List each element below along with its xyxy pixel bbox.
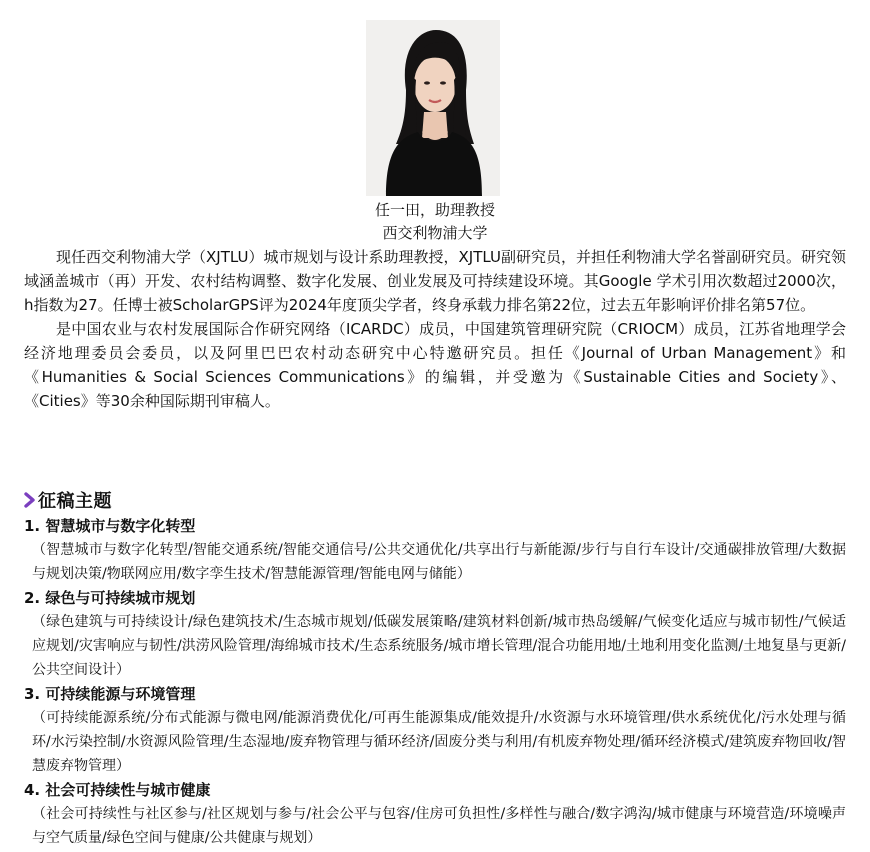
topic-description: （社会可持续性与社区参与/社区规划与参与/社会公平与包容/住房可负担性/多样性与融合/数字鸿沟/城市健康与环境营造/环境噪声与空气质量/绿色空间与健康/公共健康与规划） bbox=[32, 806, 846, 846]
topic-list bbox=[24, 514, 846, 850]
topic-description: （智慧城市与数字化转型/智能交通系统/智能交通信号/公共交通优化/共享出行与新能源/步行与自行车设计/交通碳排放管理/大数据与规划决策/物联网应用/数字孪生技术/智慧能源管理/智能电网与储能） bbox=[32, 542, 846, 582]
bio-text bbox=[24, 245, 846, 413]
topic-item bbox=[24, 778, 846, 850]
section-title: 征稿主题 bbox=[38, 491, 112, 512]
topic-title: 3. 可持续能源与环境管理 bbox=[24, 685, 196, 703]
portrait-photo bbox=[366, 20, 500, 196]
topic-title: 1. 智慧城市与数字化转型 bbox=[24, 517, 196, 535]
topic-item bbox=[24, 586, 846, 682]
topic-description: （可持续能源系统/分布式能源与微电网/能源消费优化/可再生能源集成/能效提升/水资源与水环境管理/供水系统优化/污水处理与循环/水污染控制/水资源风险管理/生态湿地/废弃物管理与循环经济/固废分类与利用/有机废弃物处理/循环经济模式/建筑废弃物回收/智慧废弃物管理） bbox=[32, 710, 846, 774]
bio-paragraph: 现任西交利物浦大学（XJTLU）城市规划与设计系助理教授，XJTLU副研究员，并担任利物浦大学名誉副研究员。研究领域涵盖城市（再）开发、农村结构调整、数字化发展、创业发展及可持续建设环境。其Google 学术引用次数超过2000次，h指数为27。任博士被ScholarGPS评为2024年度顶尖学者，终身承载力排名第22位，过去五年影响评价排名第57位。 bbox=[24, 248, 846, 314]
profile-organization: 西交利物浦大学 bbox=[382, 224, 488, 242]
section-heading bbox=[24, 486, 112, 514]
bio-paragraph: 是中国农业与农村发展国际合作研究网络（ICARDC）成员，中国建筑管理研究院（CRIOCM）成员，江苏省地理学会经济地理委员会委员，以及阿里巴巴农村动态研究中心特邀研究员。担任《Journal of Urban Management》和《Humanities & Social Sciences Communications》的编辑，并受邀为《Sustainable Cities and Society》、《Cities》等30余种国际期刊审稿人。 bbox=[24, 320, 846, 410]
topic-item bbox=[24, 682, 846, 778]
topic-title: 2. 绿色与可持续城市规划 bbox=[24, 589, 196, 607]
topic-title: 4. 社会可持续性与城市健康 bbox=[24, 781, 211, 799]
profile-name-title: 任一田，助理教授 bbox=[374, 201, 495, 219]
topic-description: （绿色建筑与可持续设计/绿色建筑技术/生态城市规划/低碳发展策略/建筑材料创新/城市热岛缓解/气候变化适应与城市韧性/气候适应规划/灾害响应与韧性/洪涝风险管理/海绵城市技术/生态系统服务/城市增长管理/混合功能用地/土地利用变化监测/土地复垦与更新/公共空间设计） bbox=[32, 614, 846, 678]
topic-item bbox=[24, 514, 846, 586]
chevron-right-icon bbox=[24, 492, 36, 508]
